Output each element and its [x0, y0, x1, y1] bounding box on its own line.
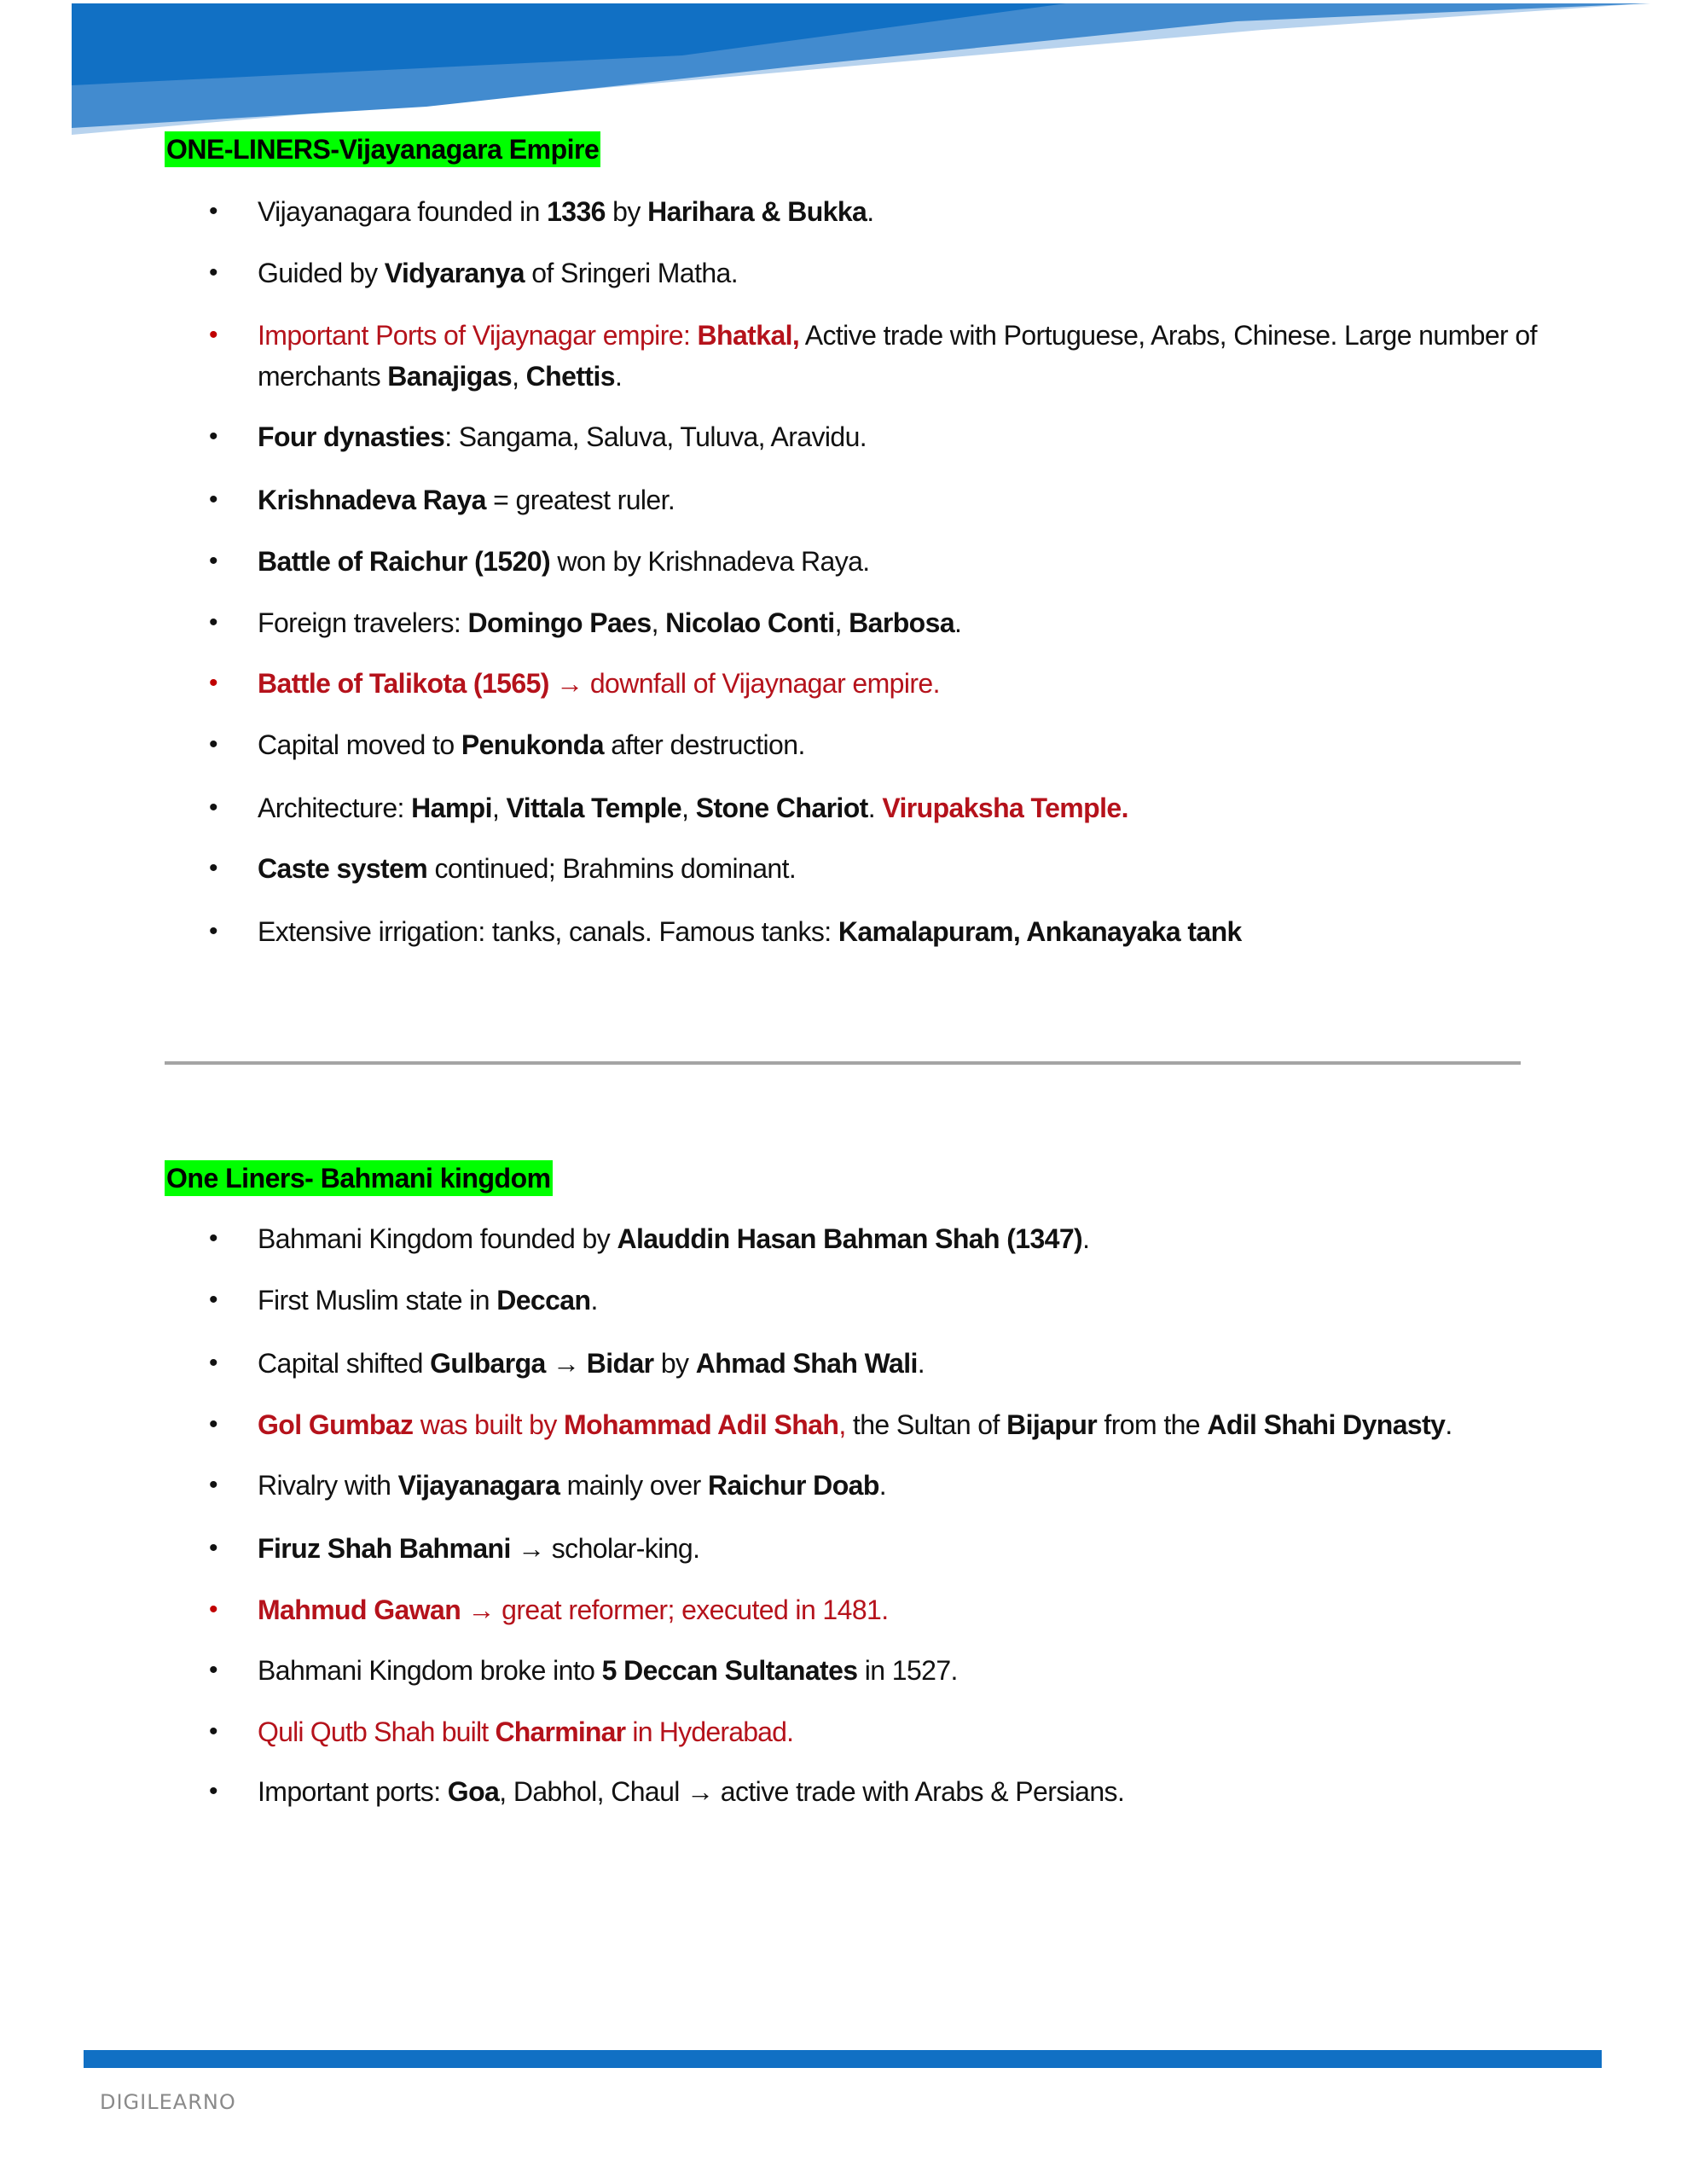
bullet-icon: •	[209, 1534, 217, 1562]
list-item-text	[258, 911, 1554, 952]
list-item-text	[258, 1589, 1554, 1630]
emphasis-text: Battle of Talikota (1565)	[258, 668, 549, 699]
footer-brand: DIGILEARNO	[100, 2090, 236, 2114]
text-segment: Capital shifted	[258, 1348, 431, 1379]
bullet-icon: •	[209, 1717, 217, 1745]
list-item-text	[258, 315, 1554, 397]
text-segment: Important Ports of Vijaynagar empire:	[258, 320, 698, 351]
emphasis-text: Gulbarga → Bidar	[430, 1348, 654, 1379]
text-segment: Bahmani Kingdom broke into	[258, 1655, 602, 1686]
emphasis-text: Gol Gumbaz	[258, 1409, 414, 1440]
list-item-text	[258, 541, 1554, 582]
emphasis-text: Deccan	[496, 1285, 591, 1316]
emphasis-text: Firuz Shah Bahmani	[258, 1533, 511, 1564]
section-title-bahmani: One Liners- Bahmani kingdom	[165, 1160, 553, 1196]
list-item-text	[258, 416, 1554, 457]
list-item-text	[258, 724, 1554, 765]
text-segment: Foreign travelers:	[258, 607, 468, 638]
bullet-icon: •	[209, 547, 217, 575]
emphasis-text: Raichur Doab	[707, 1470, 879, 1501]
emphasis-text: Banajigas	[387, 361, 513, 392]
emphasis-text: Harihara & Bukka	[647, 196, 867, 227]
emphasis-text: Vittala Temple	[506, 793, 682, 823]
text-segment: continued; Brahmins dominant.	[427, 853, 797, 884]
text-segment: from the	[1097, 1409, 1208, 1440]
emphasis-text: Charminar	[495, 1716, 626, 1747]
text-segment: First Muslim state in	[258, 1285, 497, 1316]
section-divider	[165, 1061, 1521, 1065]
text-segment: → great reformer; executed in 1481.	[461, 1594, 889, 1625]
text-segment: by	[653, 1348, 696, 1379]
text-segment: after destruction.	[603, 729, 805, 760]
emphasis-text: Mohammad Adil Shah	[564, 1409, 839, 1440]
header-decorative-band	[0, 0, 1687, 145]
text-segment: .	[590, 1285, 598, 1316]
text-segment: → scholar-king.	[510, 1533, 700, 1564]
list-item-text	[258, 787, 1554, 828]
text-segment: = greatest ruler.	[485, 485, 675, 515]
bullet-icon: •	[209, 197, 217, 225]
section-title-vijayanagara: ONE-LINERS-Vijayanagara Empire	[165, 131, 600, 167]
emphasis-text: Ahmad Shah Wali	[695, 1348, 918, 1379]
text-segment: in Hyderabad.	[625, 1716, 794, 1747]
text-segment: Capital moved to	[258, 729, 461, 760]
list-item-text	[258, 663, 1554, 704]
emphasis-text: Virupaksha Temple.	[882, 793, 1128, 823]
emphasis-text: Hampi	[411, 793, 492, 823]
bullet-icon: •	[209, 1595, 217, 1623]
bullet-icon: •	[209, 854, 217, 882]
bullet-icon: •	[209, 485, 217, 514]
bullet-icon: •	[209, 1410, 217, 1438]
bullet-icon: •	[209, 1656, 217, 1684]
emphasis-text: Kamalapuram, Ankanayaka tank	[838, 916, 1242, 947]
emphasis-text: Adil Shahi Dynasty	[1207, 1409, 1446, 1440]
text-segment: .	[614, 361, 623, 392]
text-segment: ,	[834, 607, 849, 638]
text-segment: Rivalry with	[258, 1470, 398, 1501]
bullet-icon: •	[209, 1349, 217, 1377]
list-item-text	[258, 1280, 1554, 1321]
emphasis-text: Battle of Raichur (1520)	[258, 546, 551, 577]
text-segment: in 1527.	[857, 1655, 958, 1686]
list-item-text	[258, 1650, 1554, 1691]
list-item-text	[258, 1528, 1554, 1569]
text-segment: .	[1082, 1223, 1090, 1254]
text-segment: .	[867, 196, 874, 227]
text-segment: ,	[651, 607, 666, 638]
list-item-text	[258, 1218, 1554, 1259]
emphasis-text: Chettis	[525, 361, 615, 392]
list-item-text	[258, 1711, 1554, 1752]
bullet-icon: •	[209, 793, 217, 822]
list-item-text	[258, 848, 1554, 889]
text-segment: .	[867, 793, 883, 823]
emphasis-text: Goa	[447, 1776, 500, 1807]
emphasis-text: Mahmud Gawan	[258, 1594, 461, 1625]
bullet-icon: •	[209, 730, 217, 758]
text-segment: Extensive irrigation: tanks, canals. Famous tanks:	[258, 916, 838, 947]
emphasis-text: Bhatkal,	[697, 320, 800, 351]
list-item-text	[258, 1404, 1554, 1445]
text-segment: Active trade with Portuguese, Arabs, Chinese. Large number of merchants	[258, 320, 1537, 392]
text-segment: by	[605, 196, 648, 227]
emphasis-text: Bijapur	[1006, 1409, 1098, 1440]
bullet-icon: •	[209, 1286, 217, 1314]
list-item-text	[258, 602, 1554, 643]
bullet-icon: •	[209, 608, 217, 636]
bullet-icon: •	[209, 321, 217, 349]
footer-bar	[84, 2050, 1602, 2068]
emphasis-text: 5 Deccan Sultanates	[601, 1655, 858, 1686]
emphasis-text: Penukonda	[461, 729, 604, 760]
text-segment: the Sultan of	[845, 1409, 1007, 1440]
text-segment: Vijayanagara founded in	[258, 196, 548, 227]
list-item-text	[258, 1771, 1554, 1812]
text-segment: : Sangama, Saluva, Tuluva, Aravidu.	[444, 421, 867, 452]
list-item-text	[258, 191, 1554, 232]
bullet-icon: •	[209, 258, 217, 287]
emphasis-text: Vidyaranya	[384, 258, 525, 288]
emphasis-text: 1336	[547, 196, 606, 227]
text-segment: Important ports:	[258, 1776, 448, 1807]
list-item-text	[258, 1465, 1554, 1506]
bullet-icon: •	[209, 917, 217, 945]
text-segment: .	[878, 1470, 887, 1501]
text-segment: .	[917, 1348, 925, 1379]
emphasis-text: Alauddin Hasan Bahman Shah (1347)	[617, 1223, 1083, 1254]
list-item-text	[258, 1343, 1554, 1384]
text-segment: of Sringeri Matha.	[524, 258, 739, 288]
text-segment: , Dabhol, Chaul → active trade with Arabs & Persians.	[499, 1776, 1125, 1807]
emphasis-text: Krishnadeva Raya	[258, 485, 486, 515]
bullet-icon: •	[209, 1777, 217, 1805]
text-segment: ,	[491, 793, 507, 823]
text-segment: .	[954, 607, 962, 638]
bullet-icon: •	[209, 1224, 217, 1252]
text-segment: → downfall of Vijaynagar empire.	[548, 668, 940, 699]
text-segment: ,	[512, 361, 526, 392]
emphasis-text: Four dynasties	[258, 421, 445, 452]
text-segment: Architecture:	[258, 793, 412, 823]
emphasis-text: Caste system	[258, 853, 428, 884]
text-segment: ,	[681, 793, 696, 823]
emphasis-text: Nicolao Conti	[665, 607, 835, 638]
bullet-icon: •	[209, 669, 217, 697]
text-segment: was built by	[413, 1409, 565, 1440]
text-segment: mainly over	[559, 1470, 708, 1501]
bullet-icon: •	[209, 422, 217, 450]
text-segment: ,	[838, 1409, 846, 1440]
emphasis-text: Barbosa	[849, 607, 955, 638]
text-segment: won by Krishnadeva Raya.	[550, 546, 870, 577]
emphasis-text: Stone Chariot	[695, 793, 868, 823]
list-item-text	[258, 253, 1554, 293]
text-segment: .	[1445, 1409, 1452, 1440]
bullet-icon: •	[209, 1471, 217, 1499]
text-segment: Bahmani Kingdom founded by	[258, 1223, 617, 1254]
text-segment: Quli Qutb Shah built	[258, 1716, 496, 1747]
list-item-text	[258, 479, 1554, 520]
text-segment: Guided by	[258, 258, 385, 288]
emphasis-text: Domingo Paes	[467, 607, 652, 638]
emphasis-text: Vijayanagara	[397, 1470, 560, 1501]
